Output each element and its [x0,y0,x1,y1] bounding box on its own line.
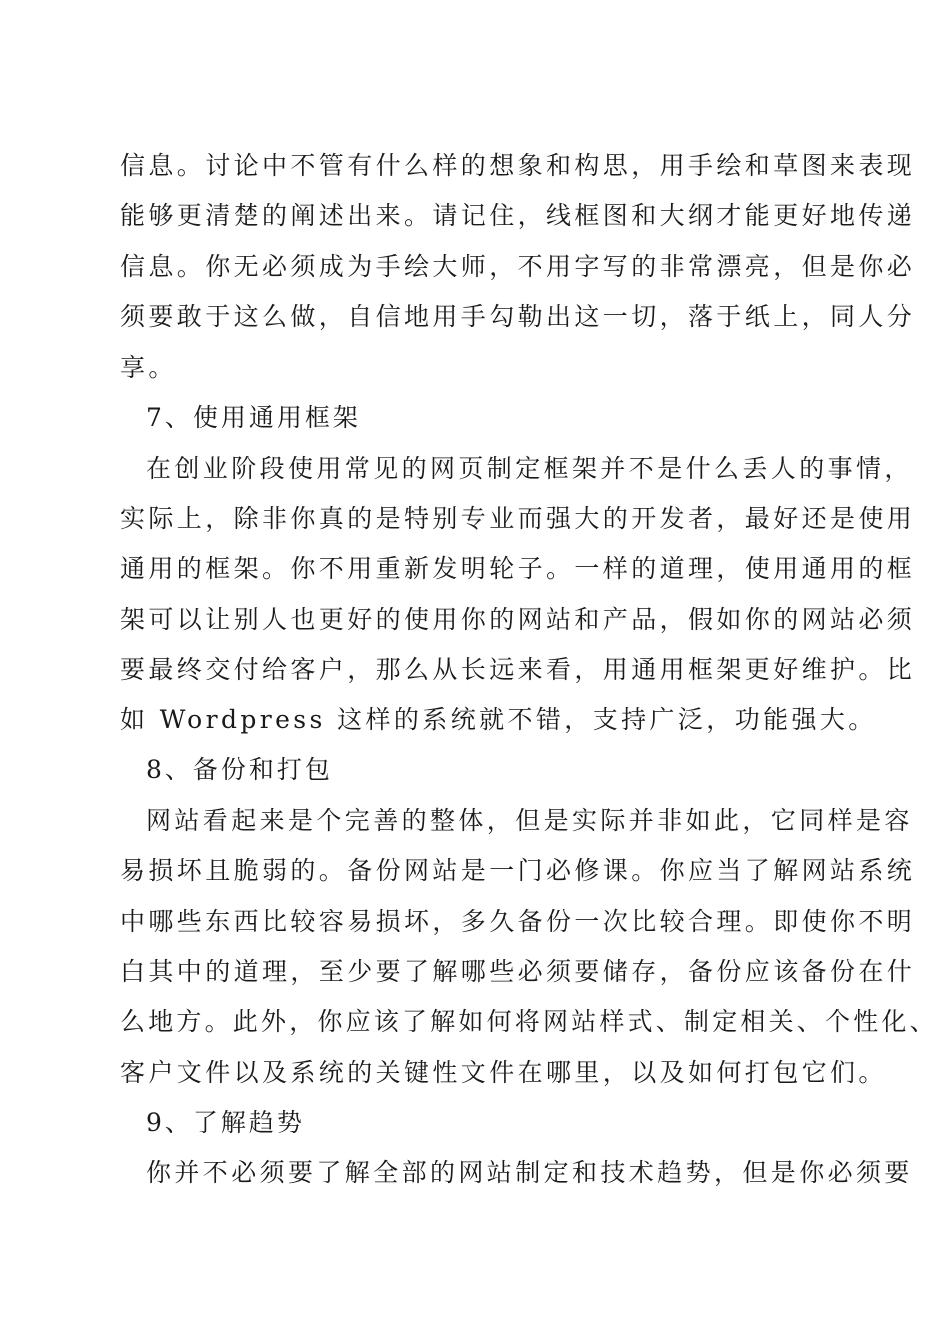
section-heading-8: 8、备份和打包 [146,755,333,784]
paragraph-line: 须要敢于这么做，自信地用手勾勒出这一切，落于纸上，同人分 [120,302,916,331]
paragraph-line: 你并不必须要了解全部的网站制定和技术趋势，但是你必须要 [146,1158,913,1187]
paragraph-line: 易损坏且脆弱的。备份网站是一门必修课。你应当了解网站系统 [120,856,916,885]
section-heading-9: 9、了解趋势 [146,1108,305,1137]
paragraph-line: 架可以让别人也更好的使用你的网站和产品，假如你的网站必须 [120,605,916,634]
paragraph-line: 网站看起来是个完善的整体，但是实际并非如此，它同样是容 [146,806,913,835]
paragraph-line: 通用的框架。你不用重新发明轮子。一样的道理，使用通用的框 [120,554,916,583]
paragraph-line: 在创业阶段使用常见的网页制定框架并不是什么丢人的事情， [146,454,913,483]
paragraph-line: 信息。讨论中不管有什么样的想象和构思，用手绘和草图来表现 [120,151,916,180]
paragraph-line: 白其中的道理，至少要了解哪些必须要储存，备份应该备份在什 [120,957,916,986]
paragraph-line: 么地方。此外，你应该了解如何将网站样式、制定相关、个性化、 [120,1007,938,1036]
paragraph-line: 要最终交付给客户，那么从长远来看，用通用框架更好维护。比 [120,655,916,684]
paragraph-line: 实际上，除非你真的是特别专业而强大的开发者，最好还是使用 [120,504,916,533]
paragraph-line: 如 Wordpress 这样的系统就不错，支持广泛，功能强大。 [120,705,877,734]
paragraph-line: 能够更清楚的阐述出来。请记住，线框图和大纲才能更好地传递 [120,201,916,230]
paragraph-line: 享。 [120,353,177,382]
paragraph-line: 信息。你无必须成为手绘大师，不用字写的非常漂亮，但是你必 [120,252,916,281]
paragraph-line: 中哪些东西比较容易损坏，多久备份一次比较合理。即使你不明 [120,907,916,936]
paragraph-line: 客户文件以及系统的关键性文件在哪里，以及如何打包它们。 [120,1058,887,1087]
section-heading-7: 7、使用通用框架 [146,403,361,432]
